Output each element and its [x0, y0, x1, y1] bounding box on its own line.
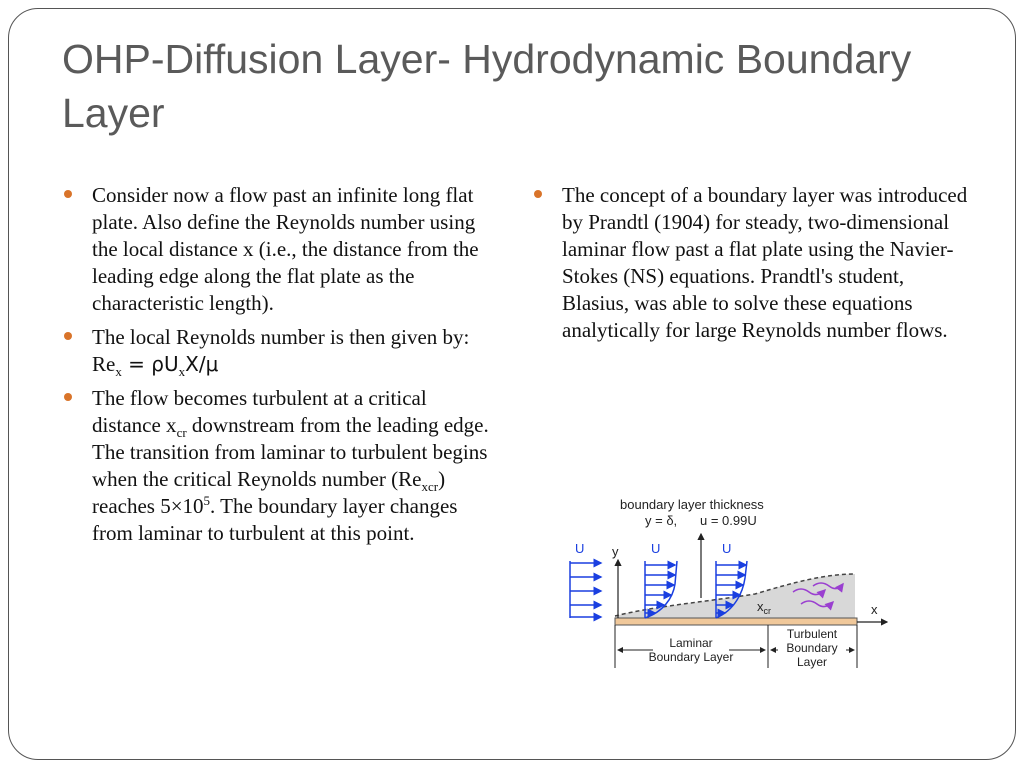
- x-axis-label: x: [871, 602, 878, 617]
- bullet-dot: [64, 332, 72, 340]
- bullet-turbulent-transition: [62, 385, 492, 547]
- bullet-text: . The boundary layer changes from laminar to turbulent at this point.: [92, 494, 458, 545]
- bullet-text: The local Reynolds number is then given by: Re: [92, 325, 470, 376]
- left-column: [62, 182, 492, 554]
- free-stream-u-label: U: [575, 541, 585, 556]
- turbulent-label-line3: Layer: [796, 655, 828, 669]
- bullet-prandtl-concept: [532, 182, 972, 344]
- bullet-text: downstream from the leading edge. The transition from laminar to turbulent begins when the critical Reynolds number (Re: [92, 413, 489, 491]
- boundary-layer-shade: [615, 574, 855, 618]
- equation-tail: X/μ: [185, 352, 219, 376]
- slide-title: OHP-Diffusion Layer- Hydrodynamic Boundary Layer: [62, 36, 912, 136]
- bullet-dot: [64, 190, 72, 198]
- bullet-flow-past-plate: [62, 182, 492, 317]
- diagram-delta-eq: y = δ,: [645, 513, 678, 528]
- bullet-text: The concept of a boundary layer was introduced by Prandtl (1904) for steady, two-dimensional laminar flow past a flat plate using the Navier-Stokes (NS) equations. Prandtl's student, Blasius, was able to solve these equations analytically for large Reynolds number flows.: [562, 183, 968, 342]
- profile-1-u-label: U: [651, 541, 661, 556]
- diagram-heading: boundary layer thickness: [620, 497, 764, 512]
- free-stream-arrows: [570, 561, 601, 618]
- boundary-layer-diagram: [565, 494, 895, 672]
- turbulent-label-line1: Turbulent: [786, 627, 838, 641]
- bullet-text: ) reaches 5×10: [92, 467, 446, 518]
- xcr-sub: cr: [763, 606, 771, 616]
- subscript-x: x: [178, 364, 186, 380]
- flat-plate: [615, 618, 857, 625]
- diagram-u-eq: u = 0.99U: [700, 513, 757, 528]
- y-axis-label: y: [612, 544, 619, 559]
- subscript-cr: cr: [176, 425, 187, 441]
- subscript-x: x: [115, 364, 122, 380]
- right-column: [532, 182, 972, 351]
- xcr-main: x: [757, 599, 764, 614]
- bullet-text: The flow becomes turbulent at a critical distance x: [92, 386, 427, 437]
- equation-rho-u: = ρU: [121, 352, 179, 376]
- turbulent-label-line2: Boundary: [786, 641, 838, 655]
- laminar-label-line1: Laminar: [669, 636, 713, 650]
- bullet-dot: [534, 190, 542, 198]
- superscript-5: 5: [203, 493, 211, 508]
- profile-2-u-label: U: [722, 541, 732, 556]
- bullet-text: Consider now a flow past an infinite long flat plate. Also define the Reynolds number using the local distance x (i.e., the distance from the leading edge along the flat plate as the characteristic length).: [92, 183, 479, 315]
- bullet-dot: [64, 393, 72, 401]
- subscript-xcr: xcr: [421, 479, 439, 495]
- boundary-layer-svg: [565, 494, 895, 672]
- laminar-label-line2: Boundary Layer: [648, 650, 734, 664]
- bullet-local-reynolds: [62, 324, 492, 378]
